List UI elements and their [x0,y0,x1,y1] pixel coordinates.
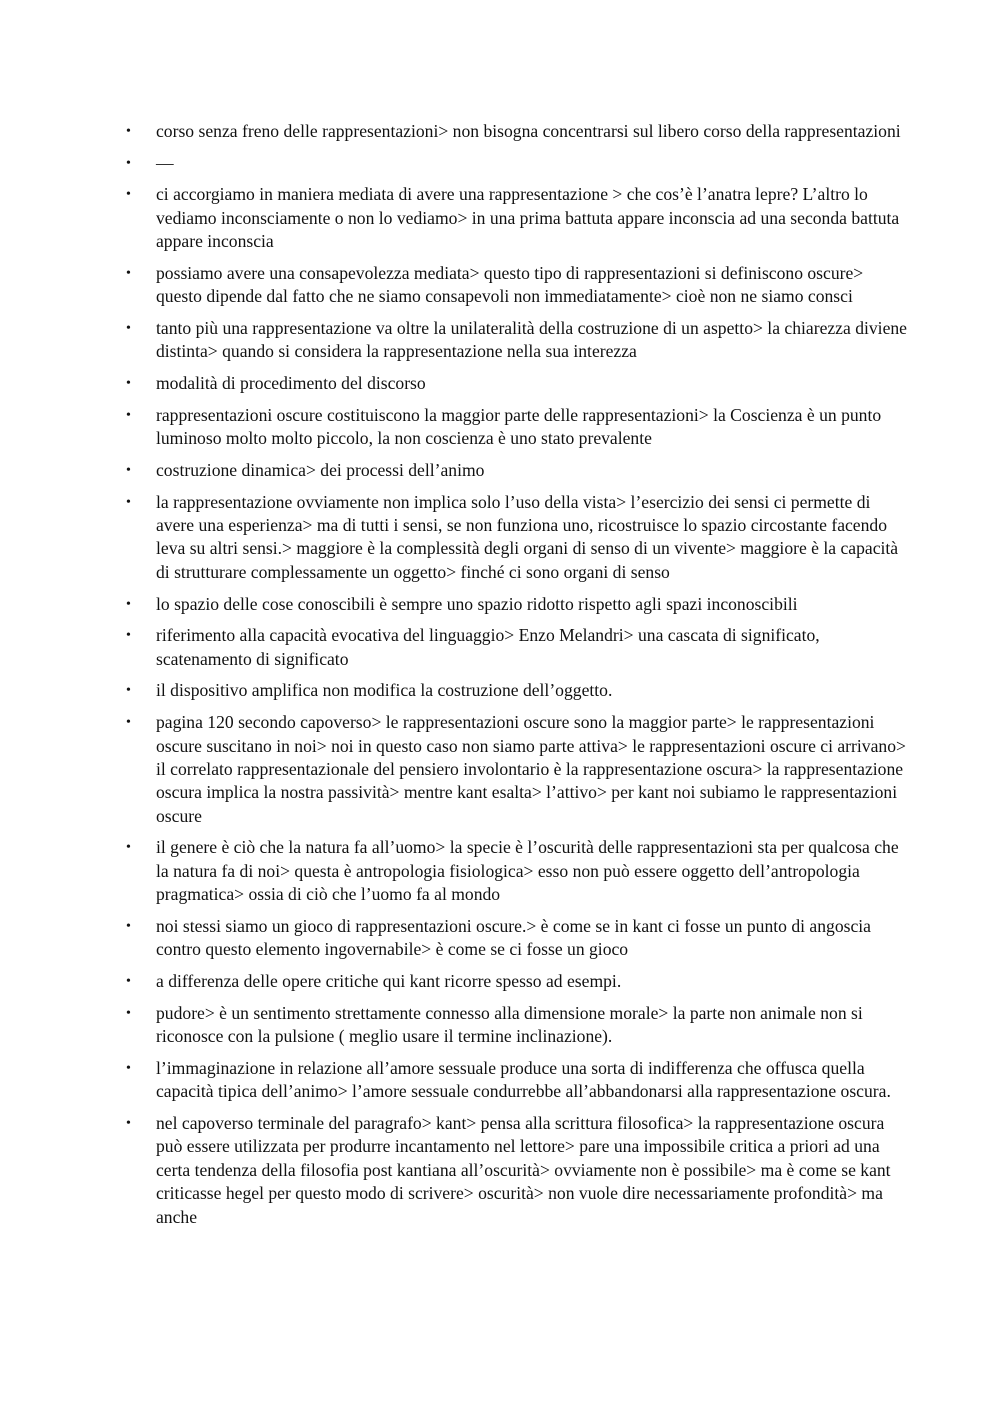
list-item-text: nel capoverso terminale del paragrafo> kant> pensa alla scrittura filosofica> la rappresentazione oscura può essere utilizzata per produrre incantamento nel lettore> pare una impossibile critica a priori ad una certa tendenza della filosofia post kantiana all’oscurità> ovviamente non è possibile> ma è come se kant criticasse hegel per questo modo di scrivere> oscurità> non vuole dire necessariamente profondità> ma anche [156,1112,891,1227]
list-item [122,459,912,482]
list-item [122,1002,912,1049]
list-item-text: costruzione dinamica> dei processi dell’animo [156,459,485,480]
list-item [122,183,912,253]
bullet-icon: • [126,462,131,478]
bullet-icon: • [126,918,131,934]
bullet-icon: • [126,407,131,423]
bullet-icon: • [126,715,131,731]
list-item-text: possiamo avere una consapevolezza mediata> questo tipo di rappresentazioni si definiscono oscure> questo dipende dal fatto che ne siamo consapevoli non immediatamente> cioè non ne siamo consci [156,262,864,307]
bullet-icon: • [126,494,131,510]
list-item-text: a differenza delle opere critiche qui kant ricorre spesso ad esempi. [156,971,622,992]
list-item-text: lo spazio delle cose conoscibili è sempre uno spazio ridotto rispetto agli spazi inconoscibili [156,593,798,614]
bullet-icon: • [126,1005,131,1021]
list-item-text: — [156,152,174,173]
bullet-icon: • [126,265,131,281]
list-item-text: pagina 120 secondo capoverso> le rappresentazioni oscure sono la maggior parte> le rappresentazioni oscure suscitano in noi> noi in questo caso non siamo parte attiva> le rappresentazioni oscure ci arrivano> il correlato rappresentazionale del pensiero involontario è la rappresentazione oscura> la rappresentazione oscura implica la nostra passività> mentre kant esalta> l’attivo> per kant noi subiamo le rappresentazioni oscure [156,712,906,826]
bullet-list [122,120,912,1237]
bullet-icon: • [126,974,131,990]
list-item [122,915,912,962]
list-item [122,491,912,585]
list-item-text: il genere è ciò che la natura fa all’uomo> la specie è l’oscurità delle rappresentazioni sta per qualcosa che la natura fa di noi> questa è antropologia fisiologica> esso non può essere oggetto dell’antropologia pragmatica> ossia di ciò che l’uomo fa al mondo [156,837,899,905]
list-item [122,372,912,395]
bullet-icon: • [126,596,131,612]
list-item [122,262,912,309]
list-item [122,624,912,671]
list-item-text: riferimento alla capacità evocativa del linguaggio> Enzo Melandri> una cascata di significato, scatenamento di significato [156,625,820,669]
list-item-text: corso senza freno delle rappresentazioni> non bisogna concentrarsi sul libero corso della rappresentazioni [156,121,901,141]
list-item [122,593,912,616]
list-item-text: la rappresentazione ovviamente non implica solo l’uso della vista> l’esercizio dei sensi ci permette di avere una esperienza> ma di tutti i sensi, se non funziona uno, ricostruisce lo spazio circostante facendo leva su altri sensi.> maggiore è la complessità degli organi di senso di un vivente> maggiore è la capacità di strutturare complessamente un oggetto> finché ci sono organi di senso [156,491,899,582]
list-item [122,1057,912,1104]
list-item [122,679,912,702]
list-item [122,152,912,175]
list-item [122,1112,912,1229]
list-item-text: modalità di procedimento del discorso [156,373,426,394]
list-item-text: il dispositivo amplifica non modifica la costruzione dell’oggetto. [156,680,613,701]
list-item-text: rappresentazioni oscure costituiscono la maggior parte delle rappresentazioni> la Coscienza è un punto luminoso molto molto piccolo, la non coscienza è uno stato prevalente [156,404,882,449]
list-item-text: tanto più una rappresentazione va oltre la unilateralità della costruzione di un aspetto> la chiarezza diviene distinta> quando si considera la rappresentazione nella sua interezza [156,318,907,362]
bullet-icon: • [126,840,131,856]
bullet-icon: • [126,321,131,337]
bullet-icon: • [126,124,131,139]
bullet-icon: • [126,155,131,171]
list-item [122,970,912,993]
list-item [122,836,912,906]
bullet-icon: • [126,1115,131,1131]
list-item-text: ci accorgiamo in maniera mediata di avere una rappresentazione > che cos’è l’anatra lepre? L’altro lo vediamo inconsciamente o non lo vediamo> in una prima battuta appare inconscia ad una seconda battuta appare inconscia [156,184,900,252]
list-item-text: l’immaginazione in relazione all’amore sessuale produce una sorta di indifferenza che offusca quella capacità tipica dell’animo> l’amore sessuale condurrebbe all’abbandonarsi alla rappresentazione oscura. [156,1057,891,1102]
list-item [122,120,912,143]
bullet-icon: • [126,683,131,699]
bullet-icon: • [126,376,131,392]
list-item-text: pudore> è un sentimento strettamente connesso alla dimensione morale> la parte non animale non si riconosce con la pulsione ( meglio usare il termine inclinazione). [156,1002,863,1047]
bullet-icon: • [126,187,131,203]
bullet-icon: • [126,628,131,644]
list-item [122,404,912,451]
list-item [122,711,912,828]
list-item-text: noi stessi siamo un gioco di rappresentazioni oscure.> è come se in kant ci fosse un punto di angoscia contro questo elemento ingovernabile> è come se ci fosse un gioco [156,915,871,960]
bullet-icon: • [126,1060,131,1076]
list-item [122,317,912,364]
